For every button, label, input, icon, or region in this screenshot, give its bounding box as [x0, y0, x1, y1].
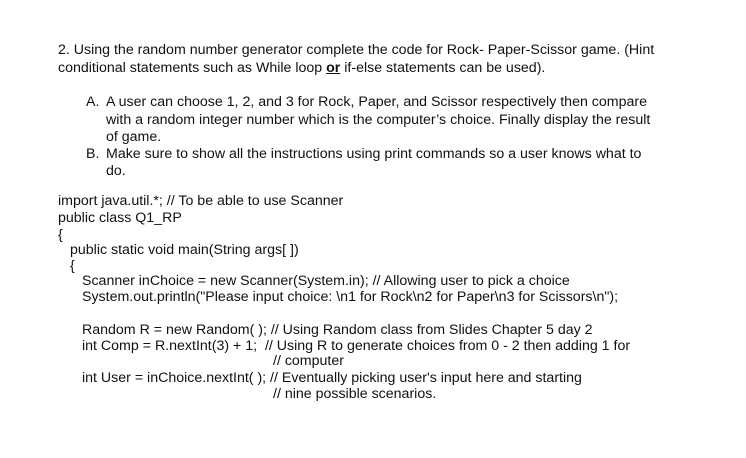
question-line-2: [58, 60, 545, 77]
item-b-marker: B.: [86, 146, 100, 162]
code-line-7: System.out.println("Please input choice: \n1 for Rock\n2 for Paper\n3 for Scissors\n");: [82, 289, 619, 305]
item-a-line-1: A user can choose 1, 2, and 3 for Rock, Paper, and Scissor respectively then compare: [106, 94, 647, 110]
question-line-1: 2. Using the random number generator complete the code for Rock- Paper-Scissor game. (Hint: [58, 42, 655, 58]
emphasis-or: or: [326, 60, 341, 76]
code-line-9: int Comp = R.nextInt(3) + 1; // Using R to generate choices from 0 - 2 then adding 1 for: [82, 338, 631, 354]
item-b-line-1: Make sure to show all the instructions using print commands so a user knows what to: [106, 146, 642, 162]
code-line-1: import java.util.*; // To be able to use Scanner: [58, 193, 344, 209]
item-a-marker: A.: [86, 94, 100, 110]
code-line-3: {: [58, 227, 63, 243]
item-a-line-3: of game.: [106, 129, 162, 145]
item-b-line-2: do.: [106, 163, 126, 179]
item-a-line-2: with a random integer number which is the computer’s choice. Finally display the result: [106, 112, 651, 128]
code-line-11: int User = inChoice.nextInt( ); // Eventually picking user's input here and starting: [82, 370, 582, 386]
code-line-6: Scanner inChoice = new Scanner(System.in); // Allowing user to pick a choice: [82, 273, 570, 289]
code-line-8: Random R = new Random( ); // Using Random class from Slides Chapter 5 day 2: [82, 322, 593, 338]
code-line-2: public class Q1_RP: [58, 210, 182, 226]
code-line-5: {: [70, 258, 75, 274]
code-line-10: // computer: [273, 353, 344, 369]
code-line-4: public static void main(String args[ ]): [70, 242, 299, 258]
question-line-2-post: if-else statements can be used).: [340, 60, 546, 76]
code-line-12: // nine possible scenarios.: [273, 386, 437, 402]
question-line-2-pre: conditional statements such as While loop: [58, 60, 327, 76]
